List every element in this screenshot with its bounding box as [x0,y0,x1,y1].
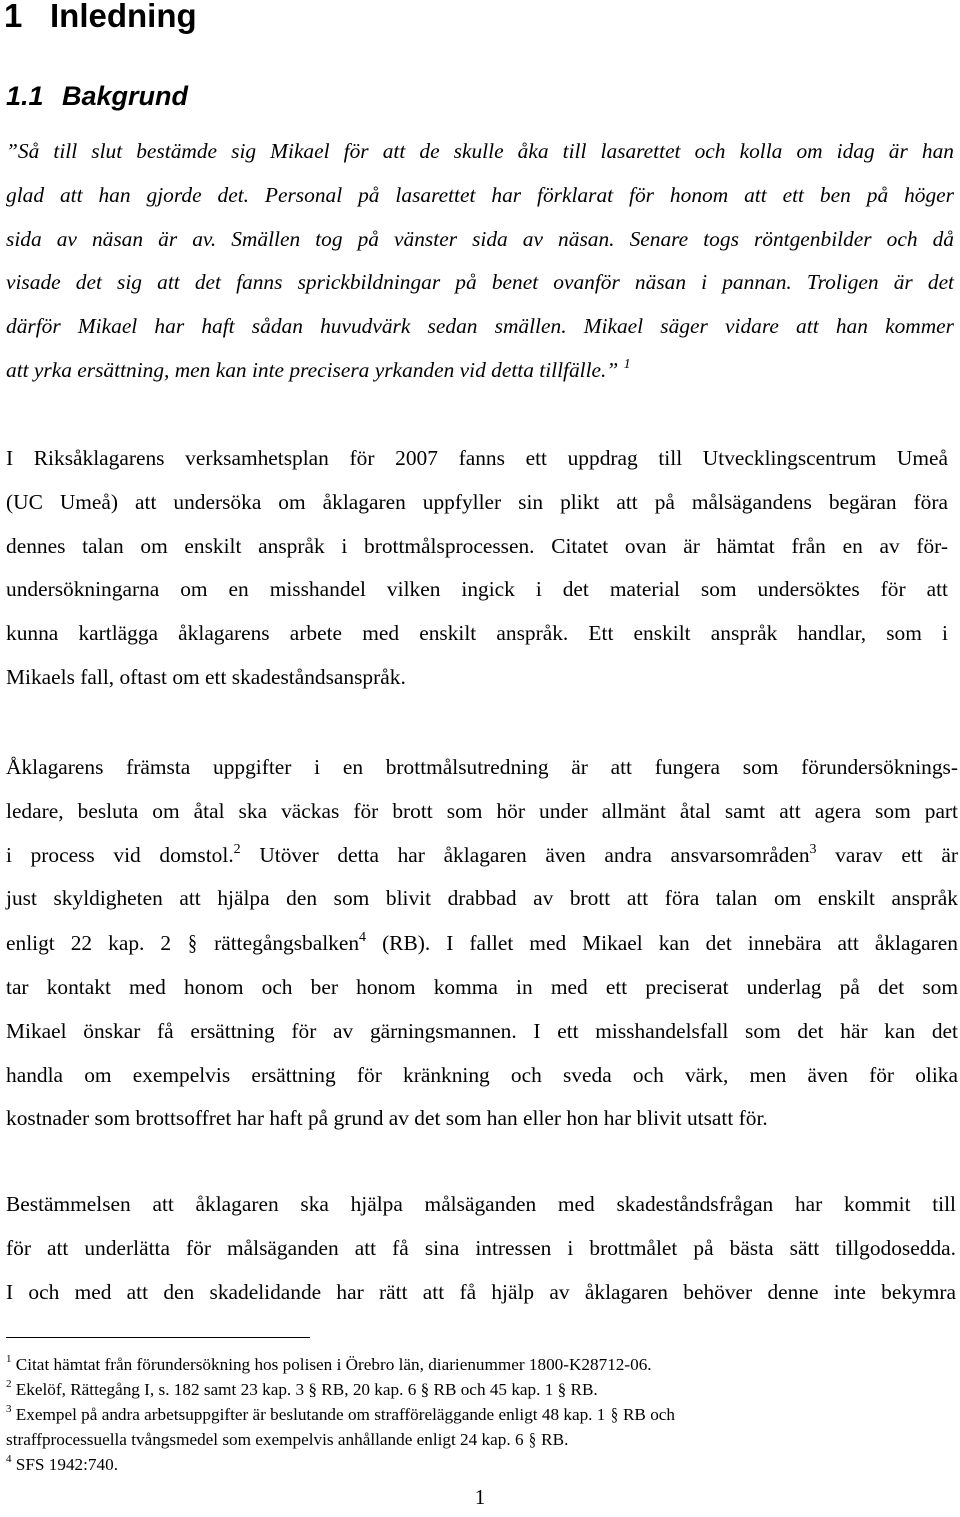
footnote-number: 4 [6,1453,12,1465]
quote-paragraph [6,130,954,393]
footnote-text: RB. [536,1430,569,1449]
text-segment: Utöver detta har åklagaren även andra ansvarsområden [240,842,810,867]
footnote-3 [6,1402,906,1427]
paragraph-line: Bestämmelsen att åklagaren ska hjälpa målsäganden med skadeståndsfrågan har kommit till [6,1192,956,1216]
paragraph-line: (UC Umeå) att undersöka om åklagaren uppfyller sin plikt att på målsägandens begäran föra [6,489,948,514]
footnote-text: Exempel på andra arbetsuppgifter är beslutande om strafföreläggande enligt 48 kap. 1 [11,1405,610,1424]
paragraph-3 [6,1183,956,1314]
chapter-title: Inledning [50,0,197,34]
paragraph-line: I Riksåklagarens verksamhetsplan för 2007 fanns ett uppdrag till Utvecklingscentrum Umeå [6,446,948,470]
paragraph-line: dennes talan om enskilt anspråk i brottmålsprocessen. Citatet ovan är hämtat från en av för- [6,533,948,558]
text-segment: (RB). I fallet med Mikael kan det innebära att åklagaren [366,931,958,956]
footnote-text: Citat hämtat från förundersökning hos polisen i Örebro län, diarienummer 1800-K28712-06. [11,1355,652,1374]
paragraph-line: ledare, besluta om åtal ska väckas för brott som hör under allmänt åtal samt att agera som part [6,798,958,823]
footnote-text: Ekelöf, Rättegång I, s. 182 samt 23 kap. 3 § RB, 20 kap. 6 § RB och 45 kap. 1 § RB. [11,1380,598,1399]
paragraph-line: Mikael önskar få ersättning för av gärningsmannen. I ett misshandelsfall som det här kan det [6,1018,958,1043]
footnote-separator [6,1337,310,1338]
footnote-2 [6,1377,906,1402]
quote-line: ”Så till slut bestämde sig Mikael för att de skulle åka till lasarettet och kolla om idag är han [6,139,954,163]
section-sign: § [188,930,198,956]
footnote-ref-2[interactable]: 2 [233,841,241,857]
quote-line: därför Mikael har haft sådan huvudvärk sedan smällen. Mikael säger vidare att han kommer [6,314,954,339]
paragraph-line [6,834,958,878]
paragraph-1 [6,437,948,700]
footnote-text: SFS 1942:740. [11,1455,118,1474]
quote-line: att yrka ersättning, men kan inte precisera yrkanden vid detta tillfälle.” [6,357,619,382]
footnote-ref-4[interactable]: 4 [359,930,367,946]
chapter-heading [4,0,197,38]
text-segment: enligt 22 kap. 2 [6,931,188,956]
chapter-number: 1 [4,0,23,34]
text-segment: i process vid domstol. [6,842,234,867]
footnote-ref-1[interactable]: 1 [623,356,631,372]
footnote-text: RB och [618,1405,676,1424]
footnote-1 [6,1352,906,1377]
paragraph-line: kostnader som brottsoffret har haft på grund av det som han eller hon har blivit utsatt för. [6,1106,768,1131]
footnote-text: straffprocessuella tvångsmedel som exempelvis anhållande enligt 24 kap. 6 [6,1430,528,1449]
paragraph-line [6,921,958,966]
quote-line: visade det sig att det fanns sprickbildningar på benet ovanför näsan i pannan. Troligen är det [6,270,954,295]
section-title: Bakgrund [62,81,189,111]
footnote-4 [6,1452,906,1477]
footnote-number: 2 [6,1378,12,1390]
paragraph-line: tar kontakt med honom och ber honom komma in med ett preciserat underlag på det som [6,974,958,999]
text-segment: rättegångsbalken [198,931,360,956]
footnote-number: 3 [6,1403,12,1415]
text-segment: varav ett är [816,842,958,867]
footnote-number: 1 [6,1353,12,1365]
section-sign: § [610,1404,618,1424]
footnotes [6,1352,906,1477]
paragraph-line: Mikaels fall, oftast om ett skadeståndsanspråk. [6,664,406,689]
quote-line: sida av näsan är av. Smällen tog på vänster sida av näsan. Senare togs röntgenbilder och då [6,226,954,251]
section-number: 1.1 [6,81,44,111]
paragraph-line: för att underlätta för målsäganden att få sina intressen i brottmålet på bästa sätt tillgodosedda. [6,1235,956,1260]
paragraph-line: undersökningarna om en misshandel vilken ingick i det material som undersöktes för att [6,577,948,602]
page-number: 1 [474,1485,486,1509]
paragraph-line: just skyldigheten att hjälpa den som blivit drabbad av brott att föra talan om enskilt anspråk [6,886,958,911]
footnote-ref-3[interactable]: 3 [809,841,817,857]
paragraph-line: Åklagarens främsta uppgifter i en brottmålsutredning är att fungera som förundersöknings- [6,755,958,779]
paragraph-line: kunna kartlägga åklagarens arbete med enskilt anspråk. Ett enskilt anspråk handlar, som i [6,621,948,646]
paragraph-line: handla om exempelvis ersättning för kränkning och sveda och värk, men även för olika [6,1062,958,1087]
footnote-3-continued [6,1427,906,1452]
quote-line: glad att han gjorde det. Personal på lasarettet har förklarat för honom att ett ben på höger [6,182,954,207]
quote-last-line [6,349,954,393]
paragraph-line: I och med att den skadelidande har rätt att få hjälp av åklagaren behöver denne inte bekymra [6,1279,956,1304]
section-heading [6,76,188,116]
section-sign: § [528,1429,536,1449]
paragraph-2 [6,746,958,1141]
